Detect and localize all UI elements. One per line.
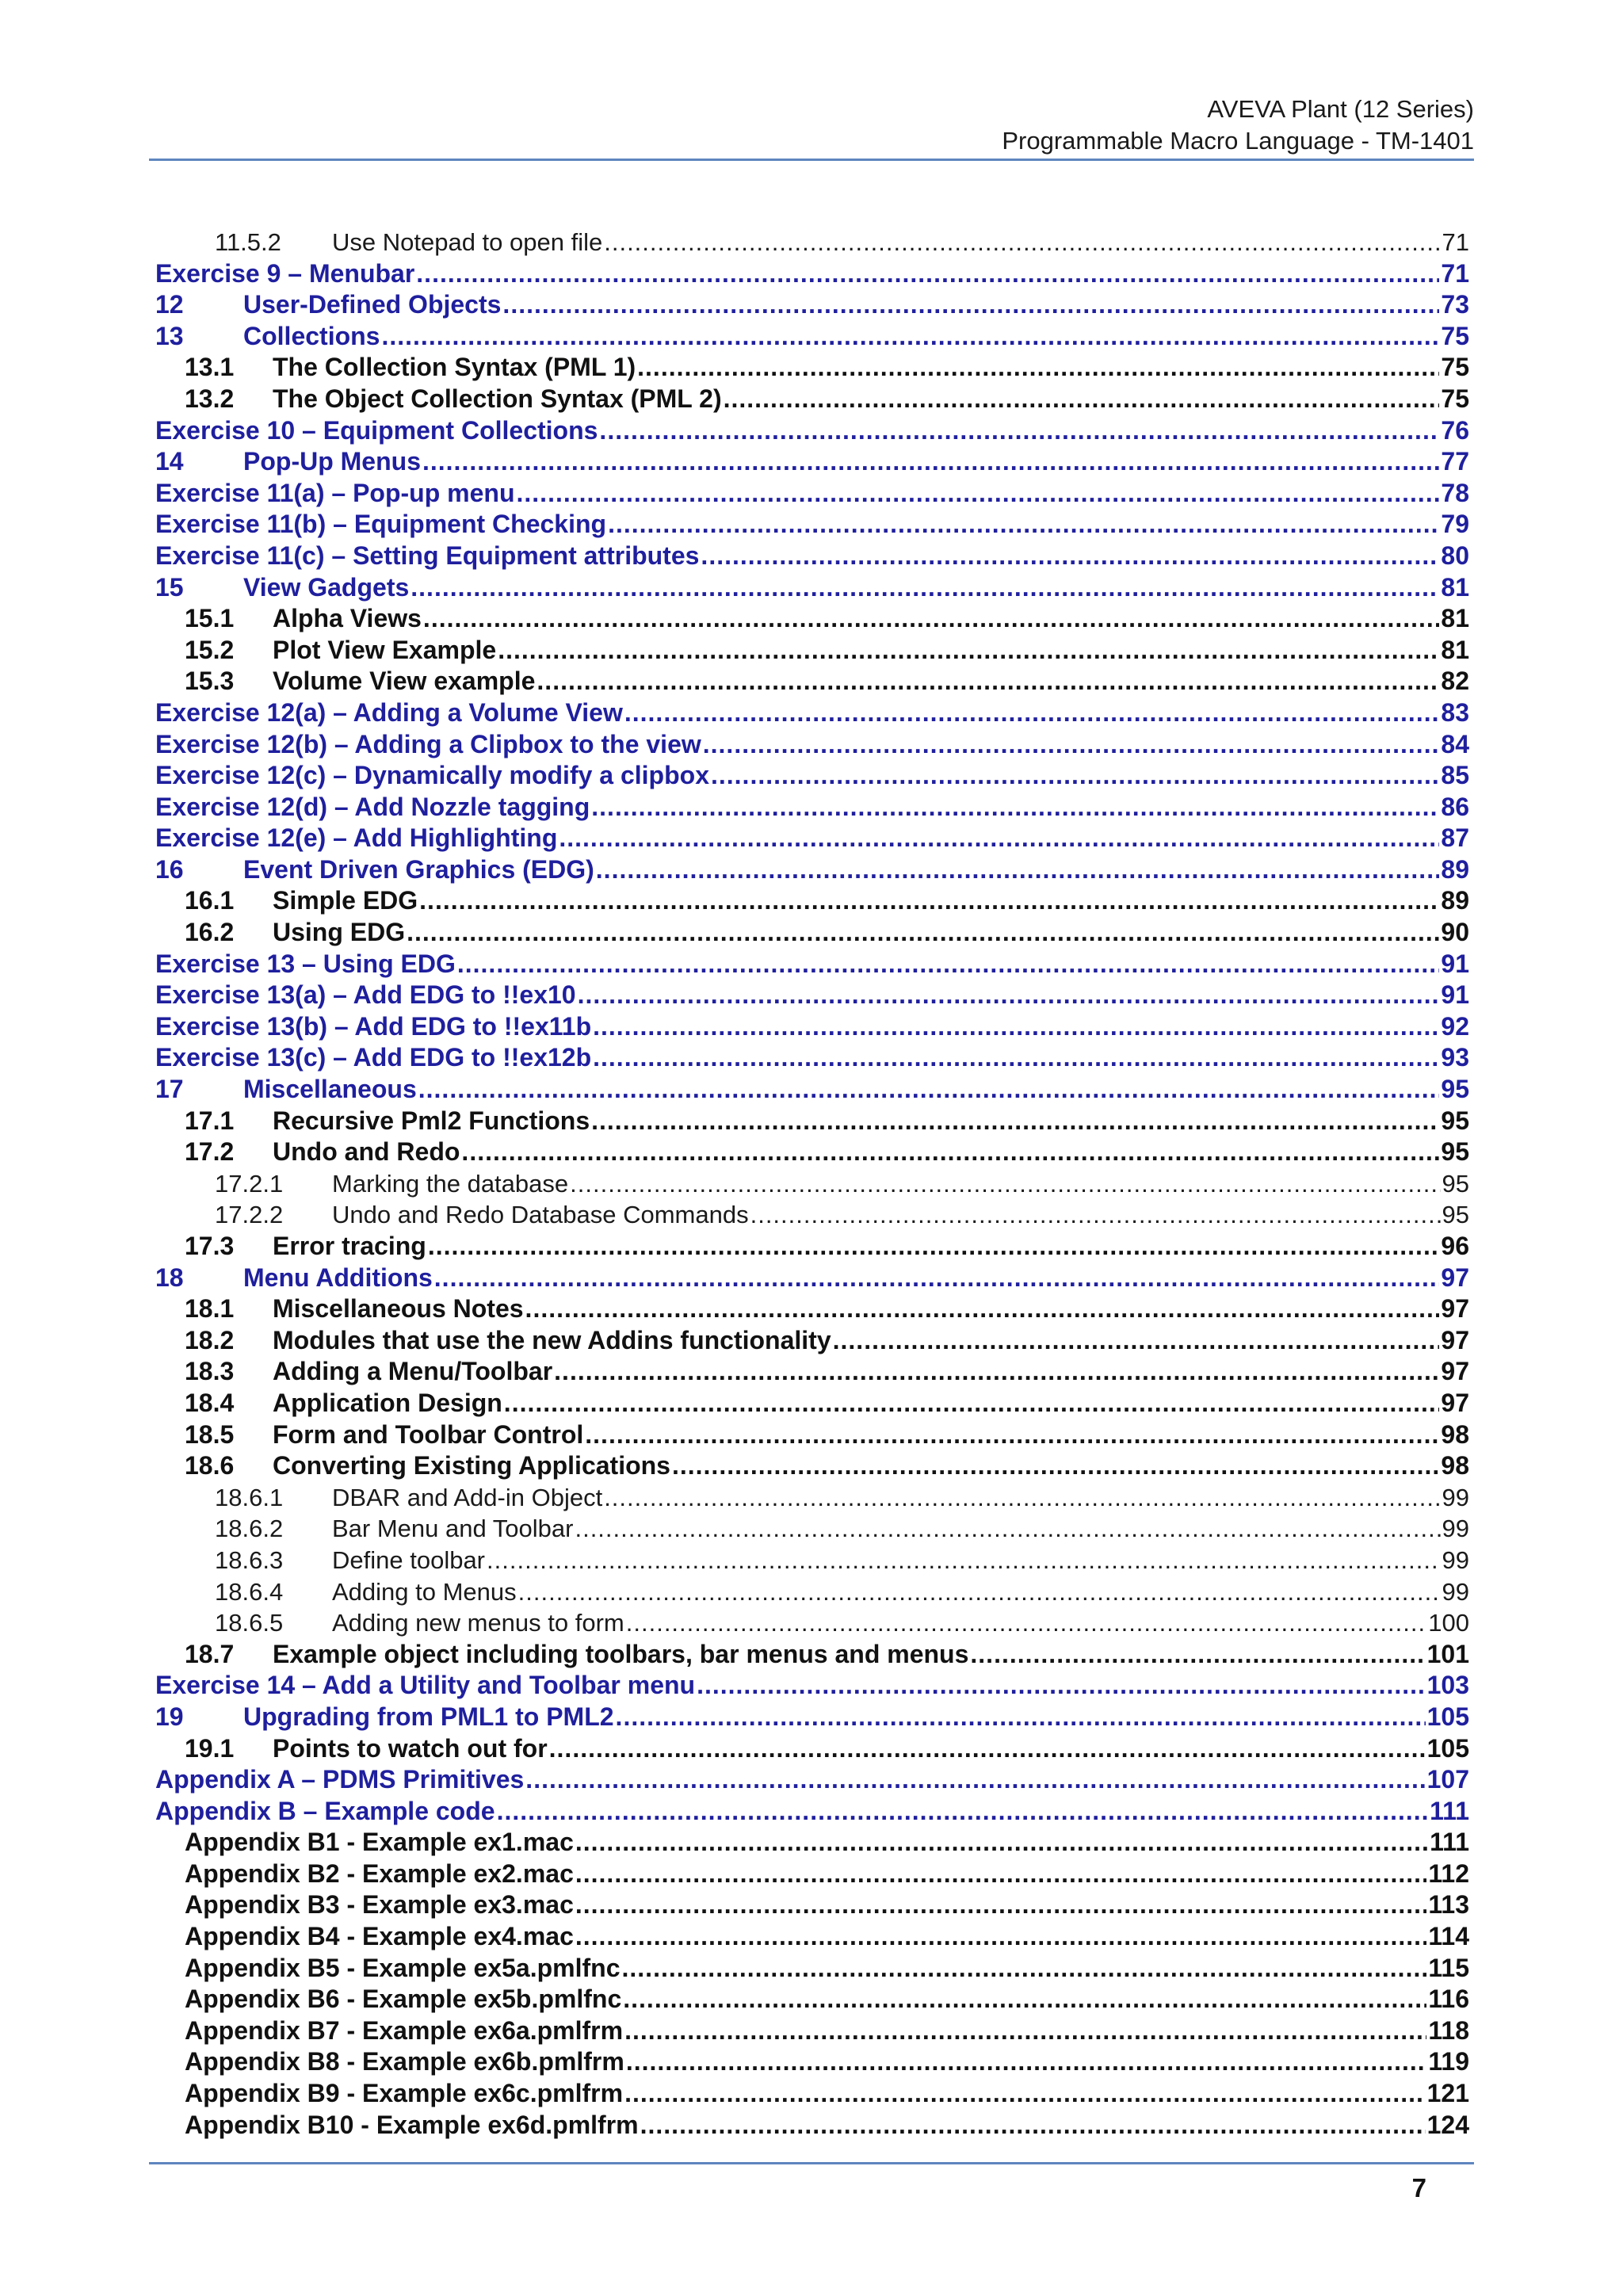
toc-entry-title: The Object Collection Syntax (PML 2) — [273, 384, 722, 413]
toc-dot-leader — [434, 1263, 1440, 1294]
toc-dot-leader — [487, 1545, 1441, 1576]
toc-entry[interactable] — [155, 1450, 1469, 1482]
toc-entry-page: 100 — [1428, 1609, 1469, 1637]
toc-entry-page: 111 — [1430, 1796, 1469, 1825]
toc-entry[interactable] — [155, 1576, 1469, 1608]
toc-dot-leader — [518, 1576, 1441, 1608]
toc-entry-title: Event Driven Graphics (EDG) — [243, 854, 594, 884]
toc-entry[interactable] — [155, 1293, 1469, 1325]
toc-entry[interactable] — [155, 289, 1469, 321]
toc-dot-leader — [724, 384, 1440, 415]
toc-entry-page: 116 — [1428, 1985, 1469, 2014]
toc-entry-page: 89 — [1441, 854, 1469, 884]
toc-entry-number: 18.2 — [185, 1325, 235, 1354]
toc-dot-leader — [575, 1859, 1427, 1890]
toc-dot-leader — [703, 729, 1440, 761]
toc-entry-page: 92 — [1441, 1011, 1469, 1041]
toc-dot-leader — [457, 949, 1440, 980]
toc-entry[interactable] — [155, 1953, 1469, 1985]
toc-dot-leader — [418, 1074, 1440, 1106]
toc-dot-leader — [575, 1889, 1427, 1921]
toc-entry[interactable] — [155, 1764, 1469, 1796]
toc-entry-number: 11.5.2 — [215, 228, 281, 256]
toc-entry-number: 19 — [155, 1702, 184, 1731]
toc-entry-page: 89 — [1441, 886, 1469, 915]
toc-entry-page: 84 — [1441, 729, 1469, 758]
toc-entry[interactable] — [155, 1545, 1469, 1576]
toc-dot-leader — [697, 1670, 1426, 1702]
toc-entry-number: 19.1 — [185, 1733, 235, 1763]
toc-entry-number: 18.4 — [185, 1388, 235, 1417]
toc-entry[interactable] — [155, 1356, 1469, 1388]
toc-entry-number: 18.6.5 — [215, 1609, 284, 1637]
toc-entry[interactable] — [155, 823, 1469, 854]
toc-entry[interactable] — [155, 1513, 1469, 1545]
toc-entry[interactable] — [155, 1137, 1469, 1168]
toc-dot-leader — [593, 1011, 1439, 1043]
toc-entry-page: 71 — [1441, 258, 1469, 288]
toc-entry-title: Exercise 12(e) – Add Highlighting — [155, 823, 558, 853]
toc-entry-title: Undo and Redo — [273, 1137, 460, 1167]
toc-dot-leader — [624, 697, 1440, 729]
toc-entry-number: 16.2 — [185, 918, 235, 947]
toc-entry[interactable] — [155, 980, 1469, 1011]
toc-entry[interactable] — [155, 666, 1469, 697]
toc-entry-title: Error tracing — [273, 1232, 426, 1260]
toc-entry-title: Appendix B3 - Example ex3.mac — [185, 1890, 574, 1920]
toc-dot-leader — [604, 1482, 1440, 1514]
toc-entry[interactable] — [155, 1984, 1469, 2015]
toc-entry-page: 91 — [1441, 980, 1469, 1010]
toc-entry[interactable] — [155, 446, 1469, 478]
toc-entry-title: Marking the database — [332, 1169, 569, 1198]
toc-entry-page: 91 — [1441, 949, 1469, 978]
toc-entry-title: Upgrading from PML1 to PML2 — [243, 1702, 614, 1731]
toc-entry-page: 79 — [1441, 510, 1469, 539]
toc-entry-title: Menu Additions — [243, 1263, 433, 1292]
toc-dot-leader — [624, 2015, 1426, 2047]
toc-dot-leader — [578, 980, 1440, 1011]
toc-entry-title: Adding to Menus — [332, 1577, 517, 1606]
toc-dot-leader — [585, 1419, 1439, 1451]
toc-entry-page: 81 — [1441, 572, 1469, 602]
toc-dot-leader — [593, 1042, 1439, 1074]
toc-entry-page: 95 — [1442, 1169, 1469, 1198]
toc-entry-number: 14 — [155, 447, 184, 476]
toc-entry[interactable] — [155, 2110, 1469, 2141]
toc-entry-page: 75 — [1441, 353, 1469, 382]
toc-entry-page: 95 — [1442, 1201, 1469, 1229]
toc-entry[interactable] — [155, 321, 1469, 353]
toc-entry-title: Form and Toolbar Control — [273, 1419, 584, 1449]
toc-entry-number: 18.6.2 — [215, 1515, 284, 1543]
toc-entry[interactable] — [155, 1011, 1469, 1043]
toc-dot-leader — [596, 854, 1440, 886]
toc-entry-number: 18.5 — [185, 1419, 235, 1449]
toc-entry-title: Simple EDG — [273, 886, 418, 915]
toc-entry-page: 78 — [1441, 478, 1469, 507]
toc-entry-number: 18.1 — [185, 1294, 235, 1324]
toc-entry[interactable] — [155, 1106, 1469, 1137]
toc-entry-title: Appendix B2 - Example ex2.mac — [185, 1859, 574, 1888]
toc-entry-number: 15.1 — [185, 604, 235, 633]
toc-dot-leader — [411, 572, 1439, 604]
toc-dot-leader — [428, 1231, 1440, 1263]
toc-entry[interactable] — [155, 258, 1469, 290]
toc-dot-leader — [616, 1702, 1426, 1733]
toc-entry-title: Adding a Menu/Toolbar — [273, 1357, 553, 1386]
toc-dot-leader — [637, 352, 1439, 384]
toc-dot-leader — [423, 603, 1439, 635]
toc-entry-page: 114 — [1428, 1922, 1469, 1951]
toc-entry-title: Exercise 14 – Add a Utility and Toolbar menu — [155, 1671, 696, 1700]
toc-entry-title: Miscellaneous Notes — [273, 1294, 524, 1324]
toc-entry[interactable] — [155, 1325, 1469, 1357]
toc-entry-page: 76 — [1441, 415, 1469, 445]
toc-dot-leader — [833, 1325, 1440, 1357]
toc-entry-page: 97 — [1441, 1357, 1469, 1386]
toc-entry[interactable] — [155, 1168, 1469, 1200]
toc-entry-title: Example object including toolbars, bar menus and menus — [273, 1639, 969, 1668]
toc-dot-leader — [711, 760, 1439, 792]
toc-entry[interactable] — [155, 697, 1469, 729]
toc-entry[interactable] — [155, 1074, 1469, 1106]
toc-entry-page: 73 — [1441, 290, 1469, 319]
toc-dot-leader — [599, 415, 1439, 447]
toc-dot-leader — [640, 2110, 1426, 2141]
toc-entry[interactable] — [155, 415, 1469, 447]
toc-entry-number: 18.6.1 — [215, 1483, 284, 1511]
toc-entry[interactable] — [155, 792, 1469, 823]
toc-dot-leader — [591, 792, 1439, 823]
running-header — [1002, 94, 1474, 157]
toc-entry-title: View Gadgets — [243, 572, 410, 602]
toc-entry-title: The Collection Syntax (PML 1) — [273, 353, 636, 382]
toc-entry-title: Pop-Up Menus — [243, 447, 421, 476]
toc-entry-title: Exercise 13 – Using EDG — [155, 949, 456, 978]
toc-entry-number: 18.6.4 — [215, 1577, 284, 1606]
toc-entry[interactable] — [155, 1702, 1469, 1733]
toc-entry-page: 115 — [1428, 1953, 1469, 1982]
toc-dot-leader — [701, 541, 1439, 572]
toc-dot-leader — [416, 258, 1439, 290]
toc-entry-title: User-Defined Objects — [243, 290, 502, 319]
toc-dot-leader — [525, 1293, 1440, 1325]
toc-entry-page: 87 — [1441, 823, 1469, 853]
toc-entry-title: Exercise 12(d) – Add Nozzle tagging — [155, 792, 590, 821]
toc-entry-title: Collections — [243, 321, 380, 350]
toc-entry-page: 97 — [1441, 1263, 1469, 1292]
toc-entry[interactable] — [155, 1482, 1469, 1514]
toc-entry[interactable] — [155, 2046, 1469, 2078]
toc-entry-title: Exercise 12(b) – Adding a Clipbox to the view — [155, 729, 701, 758]
toc-dot-leader — [750, 1199, 1441, 1231]
toc-dot-leader — [626, 2046, 1427, 2078]
toc-dot-leader — [622, 1953, 1427, 1985]
toc-entry-title: Exercise 13(b) – Add EDG to !!ex11b — [155, 1011, 592, 1041]
toc-entry[interactable] — [155, 885, 1469, 917]
toc-entry[interactable] — [155, 1859, 1469, 1890]
toc-entry-number: 17.1 — [185, 1106, 235, 1135]
toc-entry-number: 17.3 — [185, 1232, 235, 1260]
toc-entry-title: Volume View example — [273, 667, 536, 696]
toc-entry-page: 105 — [1426, 1733, 1469, 1763]
toc-entry[interactable] — [155, 2015, 1469, 2047]
toc-dot-leader — [623, 1984, 1426, 2015]
toc-entry-title: Points to watch out for — [273, 1733, 548, 1763]
toc-entry-page: 101 — [1426, 1639, 1469, 1668]
toc-entry-page: 107 — [1426, 1765, 1469, 1794]
toc-entry-page: 86 — [1441, 792, 1469, 821]
toc-entry-title: Miscellaneous — [243, 1075, 417, 1104]
toc-entry[interactable] — [155, 1889, 1469, 1921]
toc-dot-leader — [604, 227, 1440, 258]
toc-entry-title: Undo and Redo Database Commands — [332, 1201, 749, 1229]
toc-entry[interactable] — [155, 603, 1469, 635]
toc-entry-title: Appendix B4 - Example ex4.mac — [185, 1922, 574, 1951]
toc-dot-leader — [549, 1733, 1426, 1765]
toc-entry-number: 18.6 — [185, 1451, 235, 1480]
toc-dot-leader — [672, 1450, 1439, 1482]
toc-dot-leader — [575, 1827, 1428, 1859]
toc-entry-page: 83 — [1441, 697, 1469, 727]
toc-entry-page: 119 — [1428, 2047, 1469, 2076]
toc-entry-page: 95 — [1441, 1106, 1469, 1135]
toc-entry-title: Exercise 11(a) – Pop-up menu — [155, 478, 515, 507]
toc-entry-title: Exercise 10 – Equipment Collections — [155, 415, 598, 445]
toc-entry-title: Appendix B5 - Example ex5a.pmlfnc — [185, 1953, 621, 1982]
footer-rule — [149, 2162, 1474, 2164]
toc-entry-page: 95 — [1441, 1137, 1469, 1167]
toc-entry-title: Appendix B – Example code — [155, 1796, 495, 1825]
toc-dot-leader — [422, 446, 1439, 478]
toc-entry-title: Bar Menu and Toolbar — [332, 1515, 574, 1543]
toc-entry-page: 95 — [1441, 1075, 1469, 1104]
toc-dot-leader — [407, 917, 1439, 949]
toc-entry-page: 99 — [1442, 1515, 1469, 1543]
toc-entry[interactable] — [155, 635, 1469, 667]
toc-dot-leader — [497, 1796, 1429, 1828]
toc-entry[interactable] — [155, 1419, 1469, 1451]
toc-dot-leader — [517, 478, 1440, 510]
toc-entry-page: 97 — [1441, 1325, 1469, 1354]
toc-entry-title: DBAR and Add-in Object — [332, 1483, 603, 1511]
toc-entry[interactable] — [155, 1670, 1469, 1702]
toc-entry-page: 99 — [1442, 1483, 1469, 1511]
toc-entry-number: 18 — [155, 1263, 184, 1292]
toc-entry-page: 71 — [1442, 228, 1469, 256]
toc-entry[interactable] — [155, 572, 1469, 604]
toc-entry-title: Appendix B7 - Example ex6a.pmlfrm — [185, 2015, 624, 2045]
toc-entry-page: 98 — [1441, 1451, 1469, 1480]
toc-entry-title: Recursive Pml2 Functions — [273, 1106, 590, 1135]
toc-entry[interactable] — [155, 227, 1469, 258]
toc-entry-page: 80 — [1441, 541, 1469, 570]
toc-entry-page: 96 — [1441, 1232, 1469, 1260]
toc-entry-page: 82 — [1441, 667, 1469, 696]
toc-entry-number: 13.1 — [185, 353, 235, 382]
toc-entry-page: 93 — [1441, 1043, 1469, 1072]
toc-entry[interactable] — [155, 478, 1469, 510]
toc-entry-title: Modules that use the new Addins functionality — [273, 1325, 831, 1354]
toc-entry-number: 13 — [155, 321, 184, 350]
toc-entry[interactable] — [155, 1796, 1469, 1828]
toc-entry[interactable] — [155, 2078, 1469, 2110]
toc-entry-page: 98 — [1441, 1419, 1469, 1449]
toc-entry[interactable] — [155, 1388, 1469, 1419]
toc-entry-page: 99 — [1442, 1577, 1469, 1606]
toc-entry-page: 112 — [1428, 1859, 1469, 1888]
toc-entry-page: 113 — [1428, 1890, 1469, 1920]
toc-entry-title: Appendix B6 - Example ex5b.pmlfnc — [185, 1985, 622, 2014]
toc-entry-number: 17 — [155, 1075, 184, 1104]
toc-dot-leader — [559, 823, 1439, 854]
header-rule — [149, 159, 1474, 161]
toc-dot-leader — [608, 509, 1439, 541]
toc-entry-page: 90 — [1441, 918, 1469, 947]
toc-entry[interactable] — [155, 917, 1469, 949]
toc-dot-leader — [575, 1513, 1440, 1545]
toc-entry[interactable] — [155, 1607, 1469, 1639]
toc-dot-leader — [626, 1607, 1427, 1639]
header-course: Programmable Macro Language - TM-1401 — [1002, 127, 1474, 155]
toc-entry-page: 111 — [1430, 1828, 1469, 1857]
toc-dot-leader — [970, 1639, 1425, 1671]
toc-entry[interactable] — [155, 352, 1469, 384]
header-product: AVEVA Plant (12 Series) — [1207, 95, 1474, 123]
toc-entry[interactable] — [155, 1733, 1469, 1765]
toc-dot-leader — [419, 885, 1439, 917]
toc-entry-number: 16 — [155, 854, 184, 884]
toc-dot-leader — [591, 1106, 1439, 1137]
toc-entry-number: 15.2 — [185, 635, 235, 664]
toc-entry-number: 18.6.3 — [215, 1545, 284, 1574]
toc-entry-title: Appendix B10 - Example ex6d.pmlfrm — [185, 2110, 639, 2139]
toc-dot-leader — [381, 321, 1439, 353]
toc-dot-leader — [570, 1168, 1440, 1200]
toc-entry-page: 99 — [1442, 1545, 1469, 1574]
toc-entry-number: 12 — [155, 290, 184, 319]
toc-entry[interactable] — [155, 1042, 1469, 1074]
toc-entry-number: 17.2.1 — [215, 1169, 284, 1198]
toc-entry[interactable] — [155, 854, 1469, 886]
toc-entry-title: Exercise 13(c) – Add EDG to !!ex12b — [155, 1043, 592, 1072]
toc-entry-number: 15 — [155, 572, 184, 602]
toc-dot-leader — [461, 1137, 1439, 1168]
toc-entry-page: 103 — [1426, 1671, 1469, 1700]
toc-entry-page: 77 — [1441, 447, 1469, 476]
toc-entry-number: 17.2.2 — [215, 1201, 284, 1229]
page-number: 7 — [1411, 2173, 1426, 2202]
toc-entry-title: Exercise 11(c) – Setting Equipment attributes — [155, 541, 700, 570]
toc-entry-title: Appendix B8 - Example ex6b.pmlfrm — [185, 2047, 624, 2076]
toc-dot-leader — [575, 1921, 1427, 1953]
toc-entry[interactable] — [155, 1263, 1469, 1294]
toc-entry[interactable] — [155, 1827, 1469, 1859]
toc-entry-title: Exercise 12(c) – Dynamically modify a clipbox — [155, 761, 709, 790]
toc-entry-title: Alpha Views — [273, 604, 422, 633]
toc-entry-title: Exercise 9 – Menubar — [155, 258, 415, 288]
toc-entry-title: Exercise 11(b) – Equipment Checking — [155, 510, 607, 539]
toc-entry[interactable] — [155, 384, 1469, 415]
toc-entry-title: Exercise 13(a) – Add EDG to !!ex10 — [155, 980, 576, 1010]
toc-entry-number: 18.7 — [185, 1639, 235, 1668]
toc-entry-number: 17.2 — [185, 1137, 235, 1167]
toc-entry-page: 97 — [1441, 1388, 1469, 1417]
toc-dot-leader — [498, 635, 1439, 667]
toc-entry-title: Appendix B1 - Example ex1.mac — [185, 1828, 574, 1857]
toc-dot-leader — [502, 289, 1439, 321]
toc-entry-title: Appendix B9 - Example ex6c.pmlfrm — [185, 2079, 624, 2108]
toc-entry-page: 81 — [1441, 635, 1469, 664]
toc-entry-title: Adding new menus to form — [332, 1609, 624, 1637]
toc-entry-title: Application Design — [273, 1388, 502, 1417]
toc-entry-page: 105 — [1426, 1702, 1469, 1731]
toc-entry[interactable] — [155, 760, 1469, 792]
toc-entry[interactable] — [155, 1199, 1469, 1231]
toc-entry-title: Using EDG — [273, 918, 406, 947]
toc-entry-number: 15.3 — [185, 667, 235, 696]
toc-entry[interactable] — [155, 729, 1469, 761]
toc-entry-page: 97 — [1441, 1294, 1469, 1324]
toc-entry[interactable] — [155, 541, 1469, 572]
toc-entry-page: 75 — [1441, 321, 1469, 350]
table-of-contents — [155, 227, 1469, 2141]
toc-entry-number: 16.1 — [185, 886, 235, 915]
toc-entry[interactable] — [155, 1639, 1469, 1671]
toc-entry-title: Use Notepad to open file — [332, 228, 603, 256]
toc-entry-page: 75 — [1441, 384, 1469, 413]
toc-entry-title: Converting Existing Applications — [273, 1451, 670, 1480]
toc-entry-title: Define toolbar — [332, 1545, 486, 1574]
toc-entry[interactable] — [155, 509, 1469, 541]
toc-entry-page: 81 — [1441, 604, 1469, 633]
toc-entry[interactable] — [155, 1231, 1469, 1263]
toc-entry-page: 85 — [1441, 761, 1469, 790]
toc-entry-page: 118 — [1428, 2015, 1469, 2045]
toc-entry-title: Plot View Example — [273, 635, 497, 664]
toc-dot-leader — [504, 1388, 1440, 1419]
toc-entry[interactable] — [155, 1921, 1469, 1953]
toc-dot-leader — [554, 1356, 1439, 1388]
toc-entry-number: 18.3 — [185, 1357, 235, 1386]
toc-dot-leader — [525, 1764, 1425, 1796]
toc-entry-title: Exercise 12(a) – Adding a Volume View — [155, 697, 623, 727]
toc-entry-page: 121 — [1426, 2079, 1469, 2108]
toc-entry[interactable] — [155, 949, 1469, 980]
toc-entry-title: Appendix A – PDMS Primitives — [155, 1765, 525, 1794]
toc-entry-number: 13.2 — [185, 384, 235, 413]
toc-dot-leader — [537, 666, 1439, 697]
toc-dot-leader — [624, 2078, 1426, 2110]
toc-entry-page: 124 — [1426, 2110, 1469, 2139]
